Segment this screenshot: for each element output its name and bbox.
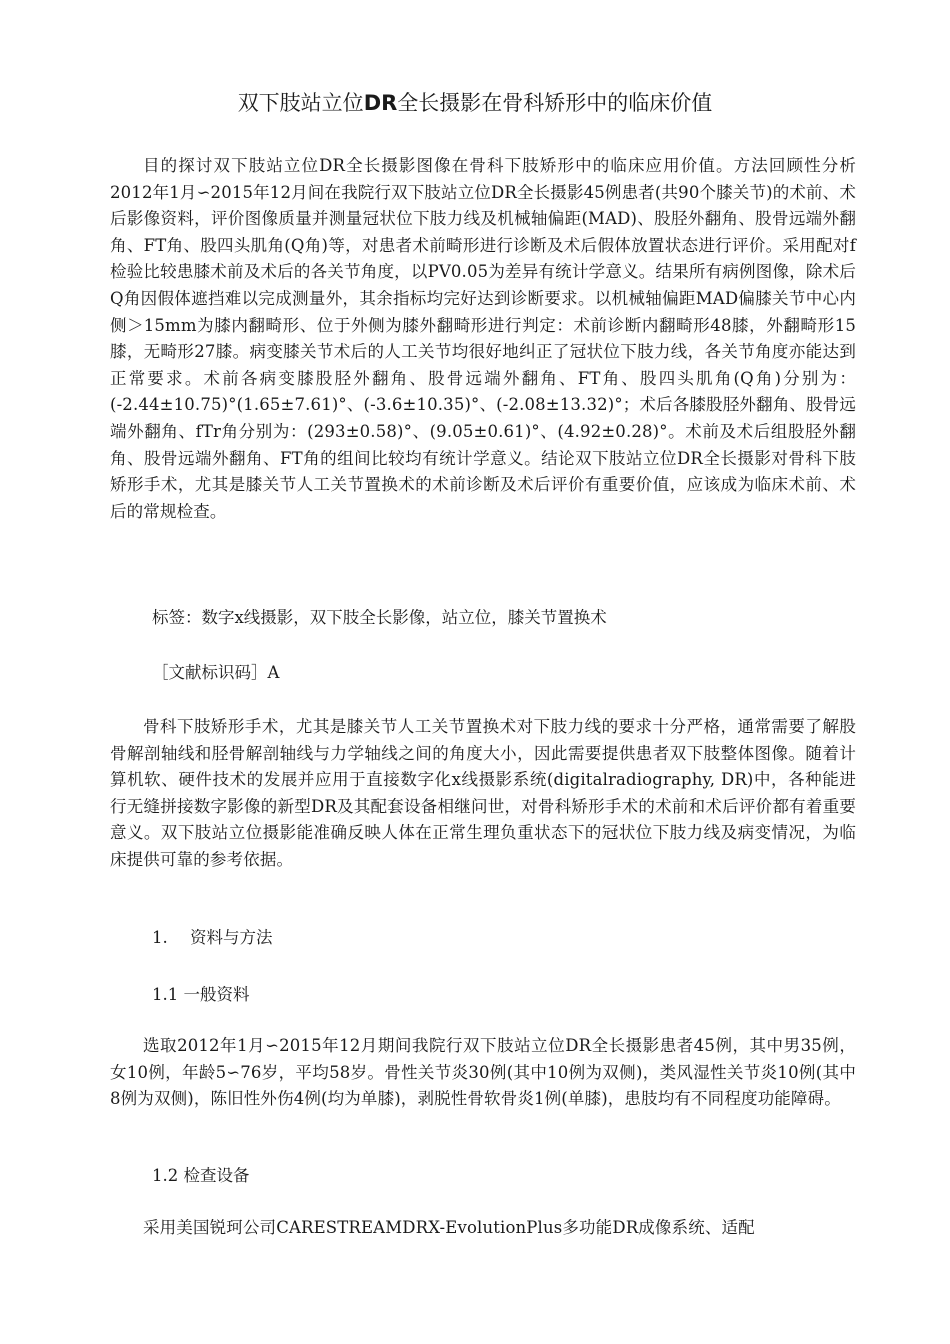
subsection-heading-1-1: 1.1 一般资料 — [152, 985, 250, 1004]
section-heading-1 — [152, 925, 273, 951]
equipment-paragraph: 采用美国锐珂公司CARESTREAMDRX-EvolutionPlus多功能DR成像系统、适配 — [143, 1218, 755, 1237]
section-title: 资料与方法 — [190, 928, 273, 947]
title-suffix: 全长摄影在骨科矫形中的临床价值 — [397, 91, 713, 115]
section-number: 1. — [152, 928, 168, 947]
document-title — [0, 88, 950, 118]
general-data-paragraph: 选取2012年1月∽2015年12月期间我院行双下肢站立位DR全长摄影患者45例，其中男35例，女10例，年龄5∽76岁，平均58岁。骨性关节炎30例(其中10例为双侧)，类风湿性关节炎10例(其中8例为双侧)，陈旧性外伤4例(均为单膝)，剥脱性骨软骨炎1例(单膝)，患肢均有不同程度功能障碍。 — [110, 1036, 856, 1109]
title-prefix: 双下肢站立位 — [237, 91, 364, 115]
abstract-paragraph: 目的探讨双下肢站立位DR全长摄影图像在骨科下肢矫形中的临床应用价值。方法回顾性分析2012年1月∽2015年12月间在我院行双下肢站立位DR全长摄影45例患者(共90个膝关节)的术前、术后影像资料，评价图像质量并测量冠状位下肢力线及机械轴偏距(MAD)、股胫外翻角、股骨远端外翻角、FT角、股四头肌角(Q角)等，对患者术前畸形进行诊断及术后假体放置状态进行评价。采用配对f检验比较患膝术前及术后的各关节角度，以PV0.05为差异有统计学意义。结果所有病例图像，除术后Q角因假体遮挡难以完成测量外，其余指标均完好达到诊断要求。以机械轴偏距MAD偏膝关节中心内侧＞15mm为膝内翻畸形、位于外侧为膝外翻畸形进行判定：术前诊断内翻畸形48膝，外翻畸形15膝，无畸形27膝。病变膝关节术后的人工关节均很好地纠正了冠状位下肢力线，各关节角度亦能达到正常要求。术前各病变膝股胫外翻角、股骨远端外翻角、FT角、股四头肌角(Q角)分别为：(-2.44±10.75)°(1.65±7.61)°、(-3.6±10.35)°、(-2.08±13.32)°；术后各膝股胫外翻角、股骨远端外翻角、fTr角分别为：(293±0.58)°、(9.05±0.61)°、(4.92±0.28)°。术前及术后组股胫外翻角、股骨远端外翻角、FT角的组间比较均有统计学意义。结论双下肢站立位DR全长摄影对骨科下肢矫形手术，尤其是膝关节人工关节置换术的术前诊断及术后评价有重要价值，应该成为临床术前、术后的常规检查。 — [110, 156, 856, 521]
document-id-line: ［文献标识码］A — [152, 663, 280, 682]
title-bold-dr: DR — [363, 91, 398, 115]
subsection-heading-1-2: 1.2 检查设备 — [152, 1166, 250, 1185]
introduction-paragraph: 骨科下肢矫形手术，尤其是膝关节人工关节置换术对下肢力线的要求十分严格，通常需要了解股骨解剖轴线和胫骨解剖轴线与力学轴线之间的角度大小，因此需要提供患者双下肢整体图像。随着计算机软、硬件技术的发展并应用于直接数字化x线摄影系统(digitalradiography, DR)中，各种能进行无缝拼接数字影像的新型DR及其配套设备相继问世，对骨科矫形手术的术前和术后评价都有着重要意义。双下肢站立位摄影能准确反映人体在正常生理负重状态下的冠状位下肢力线及病变情况，为临床提供可靠的参考依据。 — [110, 717, 856, 869]
keywords-line: 标签：数字x线摄影，双下肢全长影像，站立位，膝关节置换术 — [152, 608, 607, 627]
